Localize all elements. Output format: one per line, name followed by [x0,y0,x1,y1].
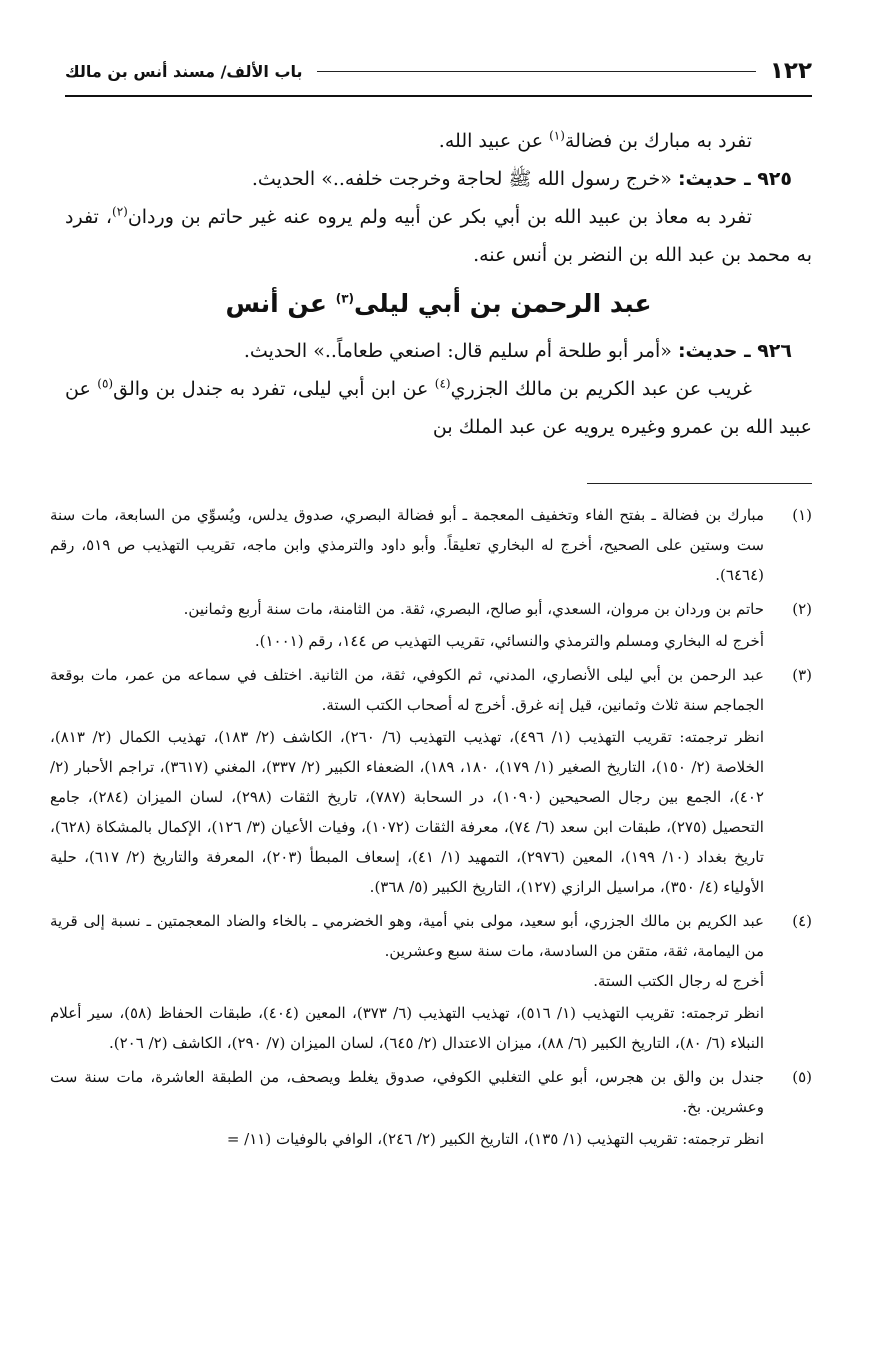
hadith-label: ٩٢٥ ـ حديث: [677,168,792,190]
chapter-title [65,282,812,326]
footnote-text: حاتم بن وردان بن مروان، السعدي، أبو صالح، البصري، ثقة. من الثامنة، مات سنة أربع وثمانين. [183,600,764,618]
header-rule [317,71,756,72]
paragraph-text: ، تفرد به محمد بن عبد الله بن النضر بن أنس عنه. [65,206,812,266]
footnote-text: أخرج له رجال الكتب الستة. [593,972,764,990]
footnote-body [50,1062,764,1154]
footnote-number: (٤) [792,912,812,930]
footnote-body [50,660,764,902]
paragraph [65,122,812,160]
footnote-text: انظر ترجمته: تقريب التهذيب (١/ ٤٩٦)، تهذيب التهذيب (٦/ ٢٦٠)، الكاشف (٢/ ١٨٣)، تهذيب الكمال (٢/ ٨١٣)، الخلاصة (٢/ ١٥٠)، التاريخ الصغير (١/ ١٧٩)، ١٨٠، ١٨٩)، الضعفاء الكبير (٢/ ٣٣٧)، المغني (٣٦١٧)، تراجم الأحبار (٢/ ٤٠٢)، الجمع بين رجال الصحيحين (١٠٩٠)، در السحابة (٧٨٧)، تاريخ الثقات (٢٩٨)، لسان الميزان (٢٨٤)، جامع التحصيل (٢٧٥)، طبقات ابن سعد (٦/ ٧٤)، معرفة الثقات (١٠٧٢)، وفيات الأعيان (٣/ ١٢٦)، الإكمال بالمشكاة (٦٢٨)، تاريخ بغداد (١٠/ ١٩٩)، المعين (٢٩٧٦)، التمهيد (١/ ٤١)، إسعاف المبطأ (٢٠٣)، المعرفة والتاريخ (٢/ ٦١٧)، حلية الأولياء (٤/ ٣٥٠)، مراسيل الرازي (١٢٧)، التاريخ الكبير (٥/ ٣٦٨). [50,728,765,896]
hadith-text: «أمر أبو طلحة أم سليم قال: اصنعي طعاماً..» الحديث. [243,340,678,362]
footnote-text: جندل بن والق بن هجرس، أبو علي التغلبي الكوفي، صدوق يغلط ويصحف، من الطبقة العاشرة، مات سنة ست وعشرين. بخ. [50,1068,764,1116]
main-text [65,122,812,446]
footnote-body [50,500,764,590]
footnote-text: مبارك بن فضالة ـ بفتح الفاء وتخفيف المعجمة ـ أبو فضالة البصري، صدوق يدلس، ويُسوِّي من السابعة، مات سنة ست وستين على الصحيح، أخرج له البخاري تعليقاً. وأبو داود والترمذي وابن ماجه، تقريب التهذيب ص ٥١٩، رقم (٦٤٦٤). [50,506,764,584]
paragraph [65,198,812,274]
paragraph-text: غريب عن عبد الكريم بن مالك الجزري [450,378,752,400]
footnote-text: انظر ترجمته: تقريب التهذيب (١/ ١٣٥)، التاريخ الكبير (٢/ ٢٤٦)، الوافي بالوفيات (١١/ = [226,1130,764,1148]
header-divider [65,95,812,97]
chapter-title-text: عن أنس [225,289,336,318]
hadith-entry [65,160,812,198]
footnote-ref[interactable]: (٥) [97,376,114,391]
footnote [50,660,812,902]
footnote-number: (٥) [792,1068,812,1086]
paragraph-text: عن عبيد الله. [438,130,550,152]
running-title: باب الألف/ مسند أنس بن مالك [65,61,303,81]
page-number: ١٢٢ [769,58,812,84]
hadith-entry [65,332,812,370]
footnote-number: (٢) [792,600,812,618]
footnote-number: (١) [792,506,812,524]
footnote-separator [587,483,812,484]
footnote-text: انظر ترجمته: تقريب التهذيب (١/ ٥١٦)، تهذيب التهذيب (٦/ ٣٧٣)، المعين (٤٠٤)، طبقات الحفاظ (٥٨)، سير أعلام النبلاء (٦/ ٨٠)، التاريخ الكبير (٦/ ٨٨)، ميزان الاعتدال (٢/ ٦٤٥)، لسان الميزان (٧/ ٢٩٠)، الكاشف (٢/ ٢٠٦). [50,1004,765,1052]
footnote-ref[interactable]: (٤) [434,376,451,391]
footnotes-section [50,500,812,1158]
chapter-title-text: عبد الرحمن بن أبي ليلى [354,289,652,318]
paragraph-text: عن ابن أبي ليلى، تفرد به جندل بن والق [113,378,435,400]
footnote [50,500,812,590]
paragraph-text: عن عبيد الله بن عمرو وغيره يرويه عن عبد الملك بن [65,378,812,438]
footnote-ref[interactable]: (٣) [335,291,355,306]
footnote-number: (٣) [792,666,812,684]
footnote-body [50,594,764,656]
footnote [50,594,812,656]
footnote-text: أخرج له البخاري ومسلم والترمذي والنسائي، تقريب التهذيب ص ١٤٤، رقم (١٠٠١). [254,632,764,650]
footnote-text: عبد الرحمن بن أبي ليلى الأنصاري، المدني، ثم الكوفي، ثقة، من الثانية. اختلف في سماعه من عمر، مات بوقعة الجماجم سنة ثلاث وثمانين، قيل إنه غرق. أخرج له أصحاب الكتب الستة. [50,666,764,714]
footnote [50,1062,812,1154]
footnote-body [50,906,764,1058]
paragraph-text: تفرد به معاذ بن عبيد الله بن أبي بكر عن أبيه ولم يروه عنه غير حاتم بن وردان [127,206,753,228]
hadith-label: ٩٢٦ ـ حديث: [677,340,792,362]
footnote-ref[interactable]: (٢) [112,204,128,219]
footnote-ref[interactable]: (١) [549,128,565,143]
footnote-text: عبد الكريم بن مالك الجزري، أبو سعيد، مولى بني أمية، وهو الخضرمي ـ بالخاء والضاد المعجمتين ـ نسبة إلى قرية من اليمامة، ثقة، متقن من السادسة، مات سنة سبع وعشرين. [50,912,764,960]
paragraph [65,370,812,446]
footnote [50,906,812,1058]
running-header [65,55,812,87]
hadith-text: «خرج رسول الله ﷺ لحاجة وخرجت خلفه..» الحديث. [251,168,678,190]
paragraph-text: تفرد به مبارك بن فضالة [564,130,752,152]
